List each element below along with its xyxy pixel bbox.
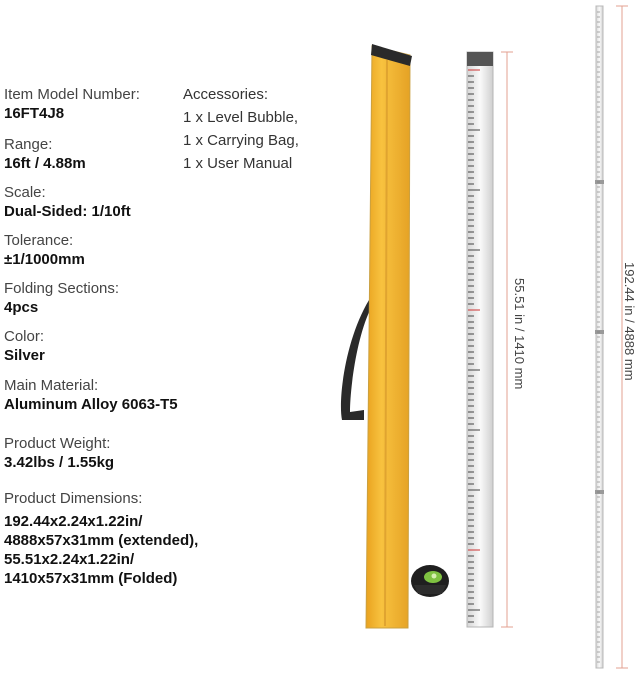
accessory-item: 1 x Carrying Bag, [183, 132, 299, 149]
folded-dimension-label: 55.51 in / 1410 mm [512, 278, 527, 390]
spec-label: Item Model Number: [4, 86, 140, 103]
accessory-item: 1 x Level Bubble, [183, 109, 299, 126]
carrying-bag [341, 44, 412, 628]
spec-label: Color: [4, 328, 45, 345]
folded-rod [467, 52, 493, 627]
spec-label: Folding Sections: [4, 280, 120, 297]
spec-value: Aluminum Alloy 6063-T5 [4, 396, 178, 413]
spec-label: Product Weight: [4, 435, 111, 452]
spec-value: Dual-Sided: 1/10ft [4, 203, 131, 220]
spec-label: Tolerance: [4, 232, 74, 249]
spec-label: Product Dimensions: [4, 490, 143, 507]
spec-value: ±1/1000mm [4, 251, 85, 268]
spec-value-line: 4888x57x31mm (extended), [4, 532, 199, 549]
spec-value: 4pcs [4, 299, 39, 316]
spec-value: 16ft / 4.88m [4, 155, 86, 172]
spec-value: 16FT4J8 [4, 105, 65, 122]
bag-body [366, 46, 410, 628]
spec-label: Range: [4, 136, 53, 153]
spec-label: Scale: [4, 184, 46, 201]
spec-value-line: 1410x57x31mm (Folded) [4, 570, 178, 587]
extended-pole [595, 6, 604, 668]
accessory-item: 1 x User Manual [183, 155, 293, 172]
accessories-title: Accessories: [183, 86, 269, 103]
spec-value: Silver [4, 347, 45, 364]
level-bubble [411, 565, 449, 597]
spec-value-line: 55.51x2.24x1.22in/ [4, 551, 135, 568]
spec-value-line: 192.44x2.24x1.22in/ [4, 513, 143, 530]
extended-dimension-label: 192.44 in / 4888 mm [622, 262, 637, 381]
spec-value: 3.42lbs / 1.55kg [4, 454, 115, 471]
spec-label: Main Material: [4, 377, 99, 394]
bag-strap [341, 300, 370, 420]
